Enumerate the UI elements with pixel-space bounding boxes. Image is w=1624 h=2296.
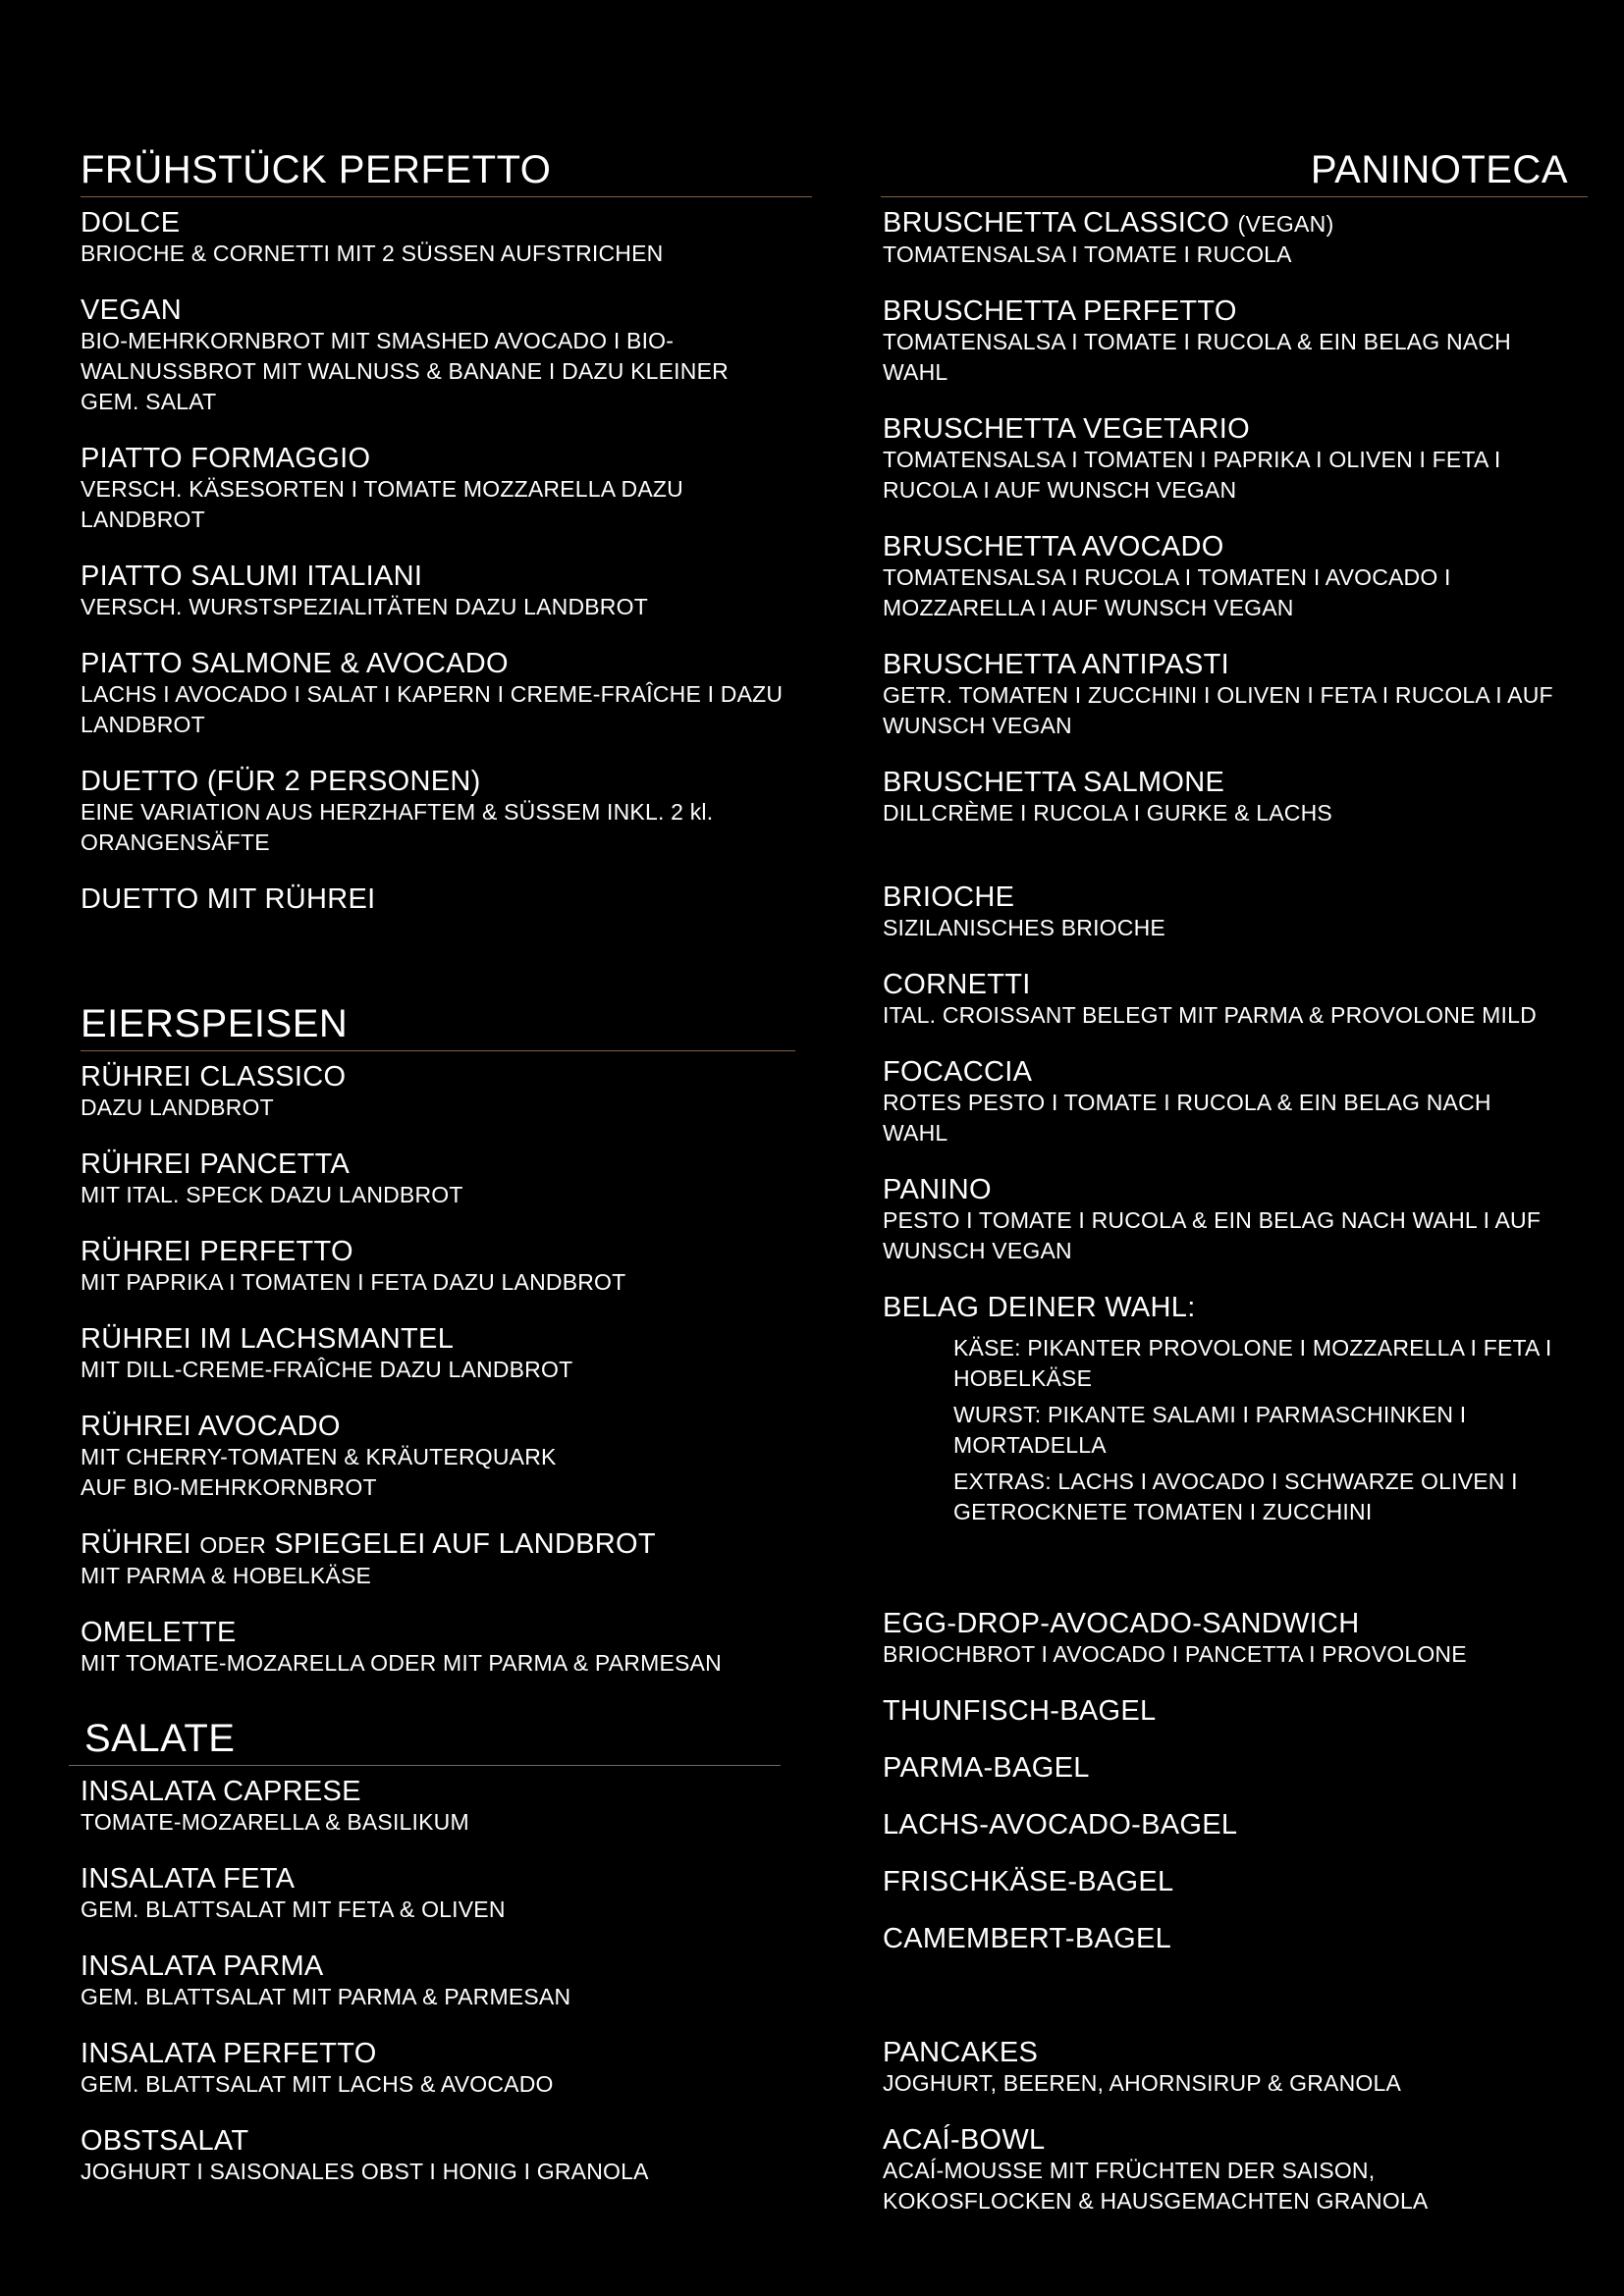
item-name-part: BRUSCHETTA CLASSICO bbox=[883, 207, 1230, 239]
item-desc: EINE VARIATION AUS HERZHAFTEM & SÜSSEM INKL. 2 kl. ORANGENSÄFTE bbox=[81, 799, 714, 855]
sweets-group bbox=[883, 2037, 1590, 2216]
section-salate bbox=[81, 1716, 787, 2187]
item-desc: TOMATENSALSA I TOMATE I RUCOLA & EIN BELAG NACH WAHL bbox=[883, 329, 1511, 385]
item-name-part: SPIEGELEI AUF LANDBROT bbox=[274, 1528, 656, 1560]
item-name: INSALATA FETA bbox=[81, 1863, 296, 1895]
item-name: CAMEMBERT-BAGEL bbox=[883, 1923, 1172, 1954]
item-name: INSALATA CAPRESE bbox=[81, 1776, 361, 1807]
section-title: SALATE bbox=[84, 1717, 236, 1760]
section-divider bbox=[881, 196, 1588, 197]
belag-title: BELAG DEINER WAHL: bbox=[883, 1292, 1196, 1323]
menu-item bbox=[81, 561, 787, 622]
section-title: PANINOTECA bbox=[1310, 148, 1568, 191]
menu-item bbox=[81, 1148, 787, 1210]
item-desc: MIT CHERRY-TOMATEN & KRÄUTERQUARK bbox=[81, 1444, 557, 1469]
menu-item bbox=[883, 1866, 1590, 1897]
menu-item bbox=[81, 2038, 787, 2100]
item-name: BRUSCHETTA PERFETTO bbox=[883, 295, 1237, 327]
item-desc: MIT TOMATE-MOZARELLA ODER MIT PARMA & PARMESAN bbox=[81, 1650, 722, 1676]
belag-option: WURST: PIKANTE SALAMI I PARMASCHINKEN I MORTADELLA bbox=[953, 1402, 1467, 1458]
item-desc: JOGHURT, BEEREN, AHORNSIRUP & GRANOLA bbox=[883, 2070, 1401, 2096]
item-name: RÜHREI IM LACHSMANTEL bbox=[81, 1323, 455, 1355]
item-name: INSALATA PERFETTO bbox=[81, 2038, 377, 2069]
item-desc: TOMATENSALSA I RUCOLA I TOMATEN I AVOCADO I MOZZARELLA I AUF WUNSCH VEGAN bbox=[883, 564, 1451, 620]
menu-item bbox=[883, 1695, 1590, 1727]
menu-item bbox=[81, 294, 787, 417]
item-desc: BIO-MEHRKORNBROT MIT SMASHED AVOCADO I BIO-WALNUSSBROT MIT WALNUSS & BANANE I DAZU KLEINER GEM. SALAT bbox=[81, 328, 729, 414]
menu-item bbox=[81, 648, 787, 740]
menu-item bbox=[883, 207, 1590, 270]
item-name: BRUSCHETTA VEGETARIO bbox=[883, 413, 1250, 445]
item-desc: MIT PARMA & HOBELKÄSE bbox=[81, 1563, 372, 1588]
item-name: OBSTSALAT bbox=[81, 2125, 249, 2157]
item-desc: GEM. BLATTSALAT MIT PARMA & PARMESAN bbox=[81, 1984, 571, 2009]
menu-item bbox=[81, 1323, 787, 1385]
item-name: BRUSCHETTA ANTIPASTI bbox=[883, 649, 1229, 680]
menu-item bbox=[81, 443, 787, 535]
item-name: DUETTO MIT RÜHREI bbox=[81, 883, 376, 915]
item-name-connector: ODER bbox=[199, 1532, 266, 1558]
item-desc: GETR. TOMATEN I ZUCCHINI I OLIVEN I FETA I RUCOLA I AUF WUNSCH VEGAN bbox=[883, 682, 1553, 738]
item-desc: VERSCH. WURSTSPEZIALITÄTEN DAZU LANDBROT bbox=[81, 594, 648, 619]
item-name: PANCAKES bbox=[883, 2037, 1039, 2068]
item-name: RÜHREI PANCETTA bbox=[81, 1148, 351, 1180]
item-name: FRISCHKÄSE-BAGEL bbox=[883, 1866, 1174, 1897]
menu-item bbox=[883, 1174, 1590, 1266]
item-desc: MIT DILL-CREME-FRAÎCHE DAZU LANDBROT bbox=[81, 1357, 573, 1382]
menu-item bbox=[883, 2124, 1590, 2216]
item-name-part: RÜHREI bbox=[81, 1528, 191, 1560]
item-desc: VERSCH. KÄSESORTEN I TOMATE MOZZARELLA DAZU LANDBROT bbox=[81, 476, 683, 532]
item-desc: GEM. BLATTSALAT MIT LACHS & AVOCADO bbox=[81, 2071, 554, 2097]
belag-option: KÄSE: PIKANTER PROVOLONE I MOZZARELLA I FETA I HOBELKÄSE bbox=[953, 1335, 1552, 1391]
item-name: THUNFISCH-BAGEL bbox=[883, 1695, 1157, 1727]
item-name: BRIOCHE bbox=[883, 881, 1015, 913]
item-name: LACHS-AVOCADO-BAGEL bbox=[883, 1809, 1238, 1841]
item-name: BRUSCHETTA SALMONE bbox=[883, 767, 1225, 798]
item-desc: GEM. BLATTSALAT MIT FETA & OLIVEN bbox=[81, 1896, 506, 1922]
item-name: DUETTO (FÜR 2 PERSONEN) bbox=[81, 766, 481, 797]
item-desc: JOGHURT I SAISONALES OBST I HONIG I GRANOLA bbox=[81, 2159, 649, 2184]
item-name: BRUSCHETTA AVOCADO bbox=[883, 531, 1224, 562]
menu-item bbox=[883, 531, 1590, 623]
menu-item bbox=[81, 1950, 787, 2012]
menu-item bbox=[883, 1752, 1590, 1784]
menu-item bbox=[81, 1776, 787, 1838]
item-desc: MIT ITAL. SPECK DAZU LANDBROT bbox=[81, 1182, 463, 1207]
menu-item bbox=[81, 1863, 787, 1925]
item-name: DOLCE bbox=[81, 207, 181, 239]
section-divider bbox=[69, 1765, 781, 1766]
item-desc: ACAÍ-MOUSSE MIT FRÜCHTEN DER SAISON, KOKOSFLOCKEN & HAUSGEMACHTEN GRANOLA bbox=[883, 2158, 1429, 2214]
item-desc: MIT PAPRIKA I TOMATEN I FETA DAZU LANDBROT bbox=[81, 1269, 626, 1295]
left-column bbox=[81, 147, 787, 2187]
menu-item bbox=[883, 1056, 1590, 1148]
item-name: FOCACCIA bbox=[883, 1056, 1033, 1088]
item-desc: DAZU LANDBROT bbox=[81, 1095, 274, 1120]
menu-item bbox=[81, 1617, 787, 1679]
menu-item bbox=[883, 1809, 1590, 1841]
menu-item bbox=[81, 207, 787, 269]
menu-item bbox=[81, 1236, 787, 1298]
section-title: EIERSPEISEN bbox=[81, 1002, 349, 1045]
menu-item bbox=[883, 649, 1590, 741]
item-name: ACAÍ-BOWL bbox=[883, 2124, 1046, 2156]
menu-item bbox=[883, 2037, 1590, 2099]
item-name bbox=[81, 1528, 787, 1561]
menu-item bbox=[883, 767, 1590, 828]
belag-block bbox=[883, 1292, 1590, 1527]
item-desc: SIZILANISCHES BRIOCHE bbox=[883, 915, 1165, 940]
item-desc: LACHS I AVOCADO I SALAT I KAPERN I CREME-FRAÎCHE I DAZU LANDBROT bbox=[81, 681, 784, 737]
item-desc: TOMATENSALSA I TOMATEN I PAPRIKA I OLIVEN I FETA I RUCOLA I AUF WUNSCH VEGAN bbox=[883, 447, 1501, 503]
item-name: EGG-DROP-AVOCADO-SANDWICH bbox=[883, 1608, 1360, 1639]
item-desc: TOMATE-MOZARELLA & BASILIKUM bbox=[81, 1809, 469, 1835]
item-name: PIATTO FORMAGGIO bbox=[81, 443, 371, 474]
item-desc: ROTES PESTO I TOMATE I RUCOLA & EIN BELAG NACH WAHL bbox=[883, 1090, 1491, 1146]
menu-item bbox=[883, 413, 1590, 506]
item-desc: PESTO I TOMATE I RUCOLA & EIN BELAG NACH WAHL I AUF WUNSCH VEGAN bbox=[883, 1207, 1542, 1263]
menu-item bbox=[81, 883, 787, 915]
section-fruehstueck bbox=[81, 147, 787, 915]
item-name bbox=[883, 207, 1590, 240]
menu-item bbox=[883, 1923, 1590, 1954]
menu-item bbox=[883, 1608, 1590, 1670]
right-column bbox=[883, 147, 1590, 2216]
item-name: RÜHREI CLASSICO bbox=[81, 1061, 347, 1093]
section-divider bbox=[81, 196, 812, 197]
menu-item bbox=[81, 766, 787, 858]
item-name: PIATTO SALMONE & AVOCADO bbox=[81, 648, 509, 679]
sandwich-group bbox=[883, 1608, 1590, 1954]
item-name: RÜHREI PERFETTO bbox=[81, 1236, 353, 1267]
bread-group bbox=[883, 881, 1590, 1527]
menu-item bbox=[81, 1528, 787, 1591]
item-name-suffix: (VEGAN) bbox=[1237, 211, 1334, 237]
belag-options bbox=[883, 1333, 1590, 1527]
item-desc: BRIOCHE & CORNETTI MIT 2 SÜSSEN AUFSTRICHEN bbox=[81, 240, 664, 266]
menu-item bbox=[81, 2125, 787, 2187]
section-title: FRÜHSTÜCK PERFETTO bbox=[81, 148, 552, 191]
menu-item bbox=[81, 1061, 787, 1123]
menu-item bbox=[883, 969, 1590, 1031]
item-desc: TOMATENSALSA I TOMATE I RUCOLA bbox=[883, 241, 1292, 267]
item-desc: BRIOCHBROT I AVOCADO I PANCETTA I PROVOLONE bbox=[883, 1641, 1467, 1667]
belag-option: EXTRAS: LACHS I AVOCADO I SCHWARZE OLIVEN I GETROCKNETE TOMATEN I ZUCCHINI bbox=[953, 1468, 1518, 1524]
item-name: PANINO bbox=[883, 1174, 992, 1205]
menu-item bbox=[883, 295, 1590, 388]
item-name: VEGAN bbox=[81, 294, 183, 326]
item-name: INSALATA PARMA bbox=[81, 1950, 324, 1982]
item-name: PARMA-BAGEL bbox=[883, 1752, 1090, 1784]
item-desc: AUF BIO-MEHRKORNBROT bbox=[81, 1474, 377, 1500]
section-divider bbox=[81, 1050, 795, 1051]
item-desc: DILLCRÈME I RUCOLA I GURKE & LACHS bbox=[883, 800, 1332, 826]
item-desc: ITAL. CROISSANT BELEGT MIT PARMA & PROVOLONE MILD bbox=[883, 1002, 1537, 1028]
bruschetta-group bbox=[883, 207, 1590, 828]
section-eierspeisen bbox=[81, 1001, 787, 1679]
item-name: CORNETTI bbox=[883, 969, 1031, 1000]
item-name: RÜHREI AVOCADO bbox=[81, 1411, 341, 1442]
item-name: PIATTO SALUMI ITALIANI bbox=[81, 561, 423, 592]
menu-item bbox=[883, 881, 1590, 943]
menu-item bbox=[81, 1411, 787, 1503]
item-name: OMELETTE bbox=[81, 1617, 237, 1648]
